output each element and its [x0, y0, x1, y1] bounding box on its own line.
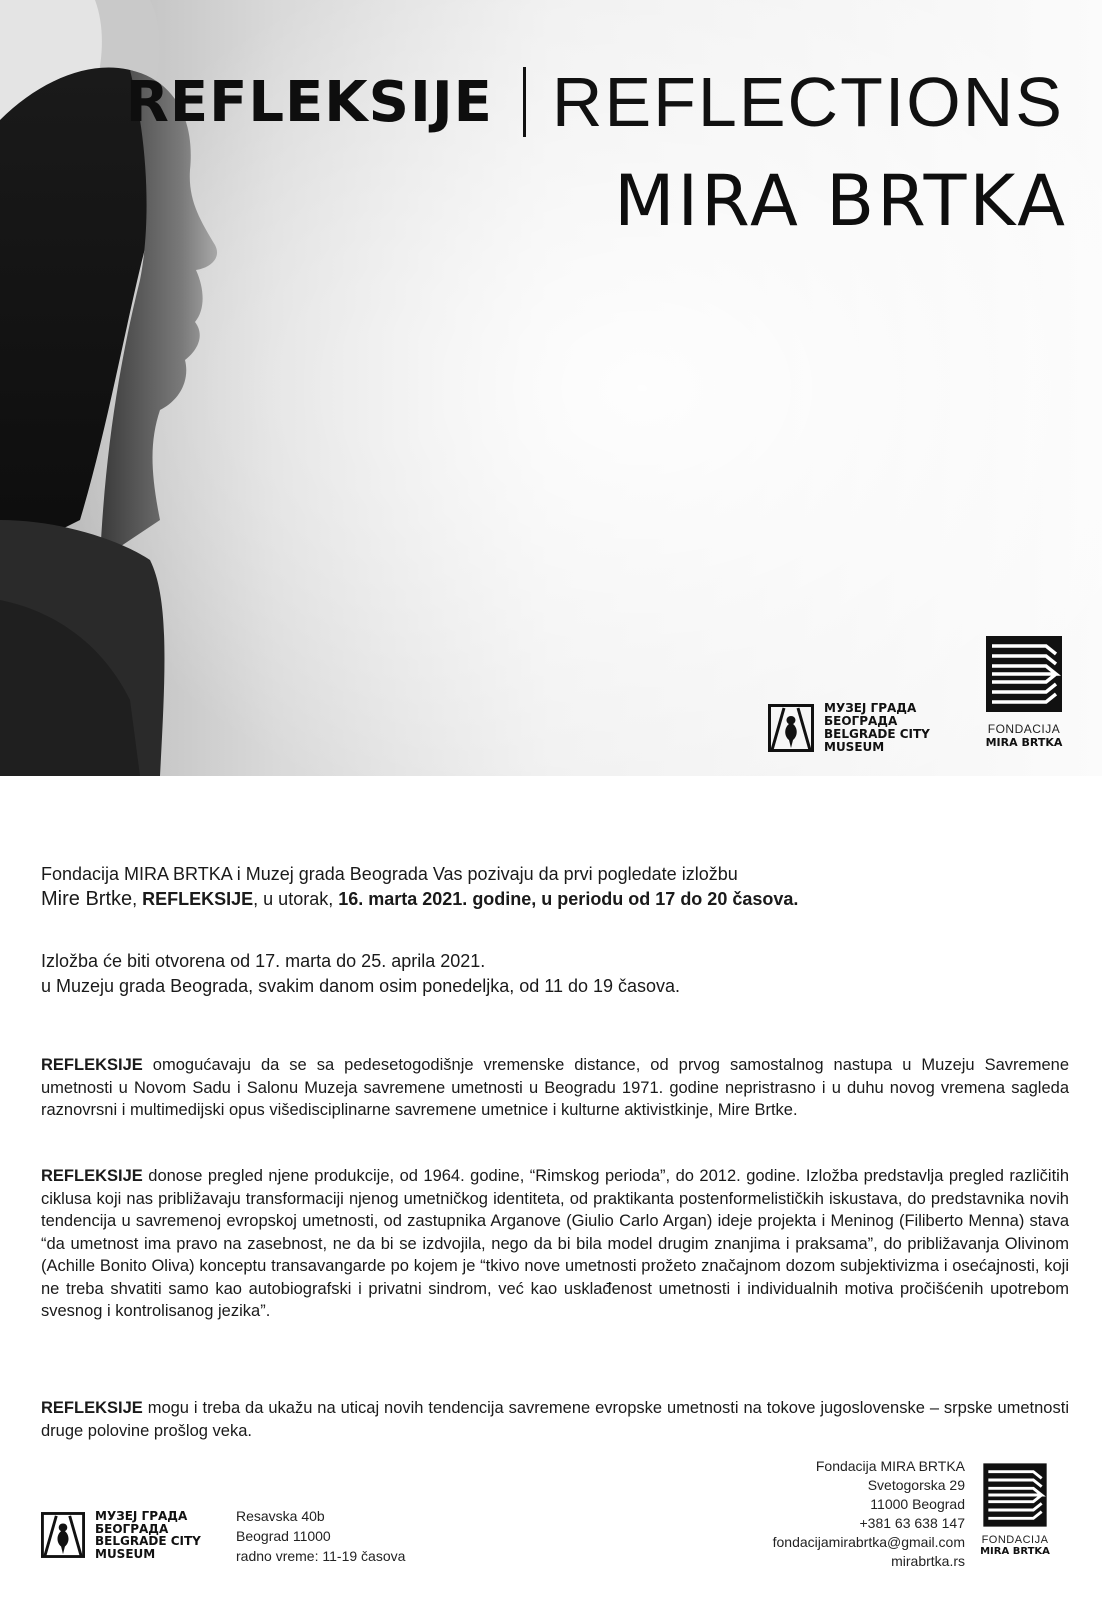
belgrade-city-museum-logo — [768, 702, 930, 754]
address-street: Resavska 40b — [236, 1508, 325, 1524]
contact-street: Svetogorska 29 — [867, 1477, 965, 1493]
museum-line-2: БЕОГРАДА — [95, 1521, 169, 1536]
contact-city: 11000 Beograd — [870, 1496, 965, 1512]
description-paragraph — [41, 1397, 1069, 1442]
paragraph-text: omogućavaju da se sa pedesetogodišnje vremenske distance, od prvog samostalnog nastupa u Muzeju Savremene umetnosti u Novom Sadu i Salonu Muzeja savremene umetnosti u Beogradu 1971. godine nepristrasno i u duhu novog vremena sagleda raznovrsni i multimedijski opus višedisciplinarne savremene umetnice i kulturne aktivistkinje, Mire Brtke. — [41, 1056, 1069, 1119]
dates-line-1: Izložba će biti otvorena od 17. marta do 25. aprila 2021. — [41, 951, 486, 971]
address-hours: radno vreme: 11-19 časova — [236, 1548, 406, 1564]
address-city: Beograd 11000 — [236, 1528, 331, 1544]
fondacija-line-1: FONDACIJA — [981, 1534, 1049, 1546]
museum-line-4: MUSEUM — [95, 1546, 156, 1561]
museum-address — [236, 1506, 405, 1566]
fondacija-line-1: FONDACIJA — [987, 722, 1061, 736]
paragraph-lead: REFLEKSIJE — [41, 1056, 143, 1074]
invitation-day: , u utorak, — [253, 889, 339, 909]
museum-line-2: БЕОГРАДА — [824, 714, 898, 728]
invitation-line-2 — [41, 887, 1071, 912]
fondacija-contact — [773, 1457, 965, 1571]
invitation-title: REFLEKSIJE — [142, 889, 254, 909]
invitation-comma: , — [132, 889, 143, 909]
contact-email[interactable]: fondacijamirabrtka@gmail.com — [772, 1534, 965, 1550]
dates-line-2: u Muzeju grada Beograda, svakim danom osim ponedeljka, od 11 do 19 časova. — [41, 976, 681, 996]
paragraph-lead: REFLEKSIJE — [41, 1399, 143, 1417]
footer-fondacija-logo — [972, 1460, 1058, 1558]
invitation-line-1: Fondacija MIRA BRTKA i Muzej grada Beograda Vas pozivaju da prvi pogledate izložbu — [41, 864, 738, 884]
fondacija-logo — [976, 632, 1072, 750]
description-paragraph — [41, 1165, 1069, 1323]
museum-line-4: MUSEUM — [824, 740, 885, 754]
contact-phone[interactable]: +381 63 638 147 — [859, 1515, 965, 1531]
museum-line-3: BELGRADE CITY — [95, 1534, 201, 1548]
title-separator — [523, 67, 526, 137]
invitation-artist: Mire Brtke — [41, 888, 133, 910]
hero-banner — [0, 0, 1102, 776]
contact-name: Fondacija MIRA BRTKA — [815, 1458, 965, 1474]
paragraph-text: mogu i treba da ukažu na uticaj novih tendencija savremene evropske umetnosti na tokove jugoslovenske – srpske umetnosti druge polovine prošlog veka. — [41, 1399, 1069, 1440]
museum-line-1: МУЗЕЈ ГРАДА — [824, 701, 917, 715]
exhibition-title — [126, 62, 1064, 142]
museum-line-1: МУЗЕЈ ГРАДА — [95, 1509, 188, 1523]
title-serbian: REFLEKSIJE — [125, 69, 493, 135]
paragraph-text: donose pregled njene produkcije, od 1964. godine, “Rimskog perioda”, do 2012. godine. Izložba predstavlja pregled različitih ciklusa koji nas približavaju transformaciji njenog umetničkog identiteta, od praktikanta postenformelističkih iskustava, do predstavnika novih tendencija u savremenoj evropskoj umetnosti, od zastupnika Arganove (Giulio Carlo Argan) ideje projekta i Meninog (Filiberto Menna) stava “da umetnost ima pravo na zasebnost, ne da bi se izdvojila, nego da bi bila model drugim znanjima i praksama”, do približavanja Olivinom (Achille Bonito Oliva) konceptu transavangarde po kojem je “tkivo nove umetnosti prožeto značajnom dozom subjektivizma i osećajnosti, koji ne treba shvatiti samo kao autobiografski i privatni sindrom, već kao usklađenost umetnosti i individualnih motiva pročišćenih upotrebom svesnog i kontrolisanog jezika”. — [41, 1167, 1069, 1320]
invitation-datetime: 16. marta 2021. godine, u periodu od 17 do 20 časova. — [338, 889, 799, 909]
paragraph-lead: REFLEKSIJE — [41, 1167, 143, 1185]
fondacija-stripes-icon — [982, 632, 1066, 716]
museum-line-3: BELGRADE CITY — [824, 727, 930, 741]
invitation-text — [41, 862, 1071, 912]
museum-bird-icon — [41, 1511, 85, 1559]
exhibition-dates — [41, 949, 1071, 999]
fondacija-line-2: MIRA BRTKA — [985, 736, 1063, 749]
fondacija-line-2: MIRA BRTKA — [980, 1546, 1050, 1557]
artist-name: MIRA BRTKA — [614, 160, 1068, 242]
title-english: REFLECTIONS — [551, 63, 1064, 141]
fondacija-stripes-icon — [980, 1460, 1050, 1530]
footer-museum-logo — [41, 1510, 201, 1560]
contact-website[interactable]: mirabrtka.rs — [891, 1553, 965, 1569]
museum-bird-icon — [768, 704, 814, 752]
description-paragraph — [41, 1054, 1069, 1122]
